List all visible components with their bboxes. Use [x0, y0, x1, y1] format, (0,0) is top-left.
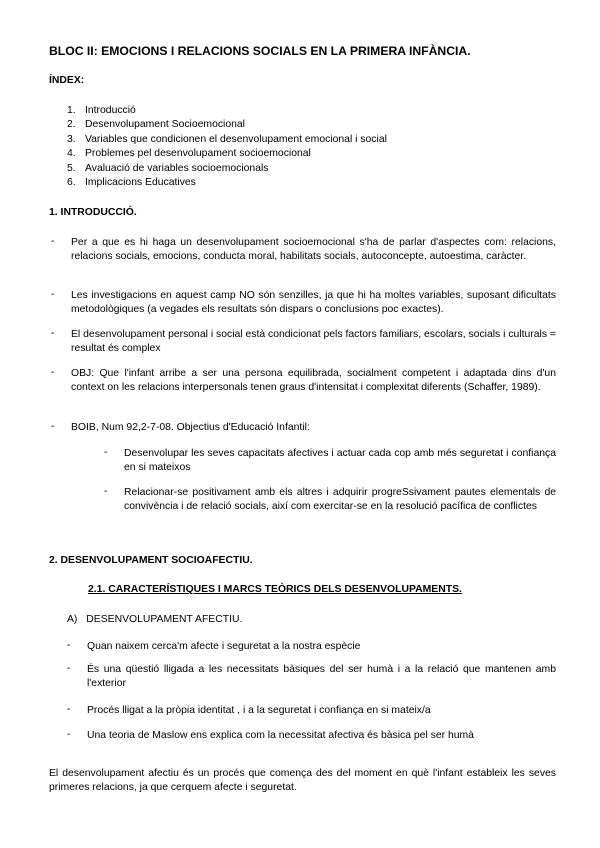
sub-list-item-text: Relacionar-se positivament amb els altres i adquirir progreSsivament pautes elementals de convivència i de relació socials, així com exercitar-se en la resolució pacífica de conflictes [124, 487, 556, 513]
body-paragraph: El desenvolupament afectiu és un procés que comença des del moment en què l'infant estableix les seves primeres relacions, ja que cerquem afecte i seguretat. [49, 768, 556, 794]
subsection-marker-label: DESENVOLUPAMENT AFECTIU. [86, 614, 243, 625]
list-item: - Quan naixem cerca'm afecte i seguretat a la nostra espècie [67, 640, 556, 654]
index-item: 1. Introducció [67, 104, 467, 118]
list-item-text: BOIB, Num 92,2-7-08. Objectius d'Educació Infantil: [71, 422, 310, 433]
sub-list-item: - Desenvolupar les seves capacitats afectives i actuar cada cop amb més seguretat i confiança en si mateixos [104, 447, 556, 476]
index-item-label: Implicacions Educatives [85, 176, 196, 188]
subsection-heading: 2.1. CARACTERÍSTIQUES I MARCS TEÒRICS DELS DESENVOLUPAMENTS. [88, 584, 462, 595]
subsection-marker: A) DESENVOLUPAMENT AFECTIU. [67, 614, 243, 625]
index-item: 3. Variables que condicionen el desenvolupament emocional i social [67, 133, 467, 147]
list-item-text: Quan naixem cerca'm afecte i seguretat a la nostra espècie [87, 641, 361, 652]
index-item: 4. Problemes pel desenvolupament socioemocional [67, 147, 467, 161]
list-item-text: El desenvolupament personal i social està condicionat pels factors familiars, escolars, socials i culturals = resultat és complex [71, 329, 556, 355]
list-item-text: Una teoria de Maslow ens explica com la necessitat afectiva és bàsica pel ser humà [87, 730, 474, 741]
list-item: - Una teoria de Maslow ens explica com la necessitat afectiva és bàsica pel ser humà [67, 729, 556, 743]
list-item: - És una qüestió lligada a les necessitats bàsiques del ser humà i a la relació que mantenen amb l'exterior [67, 663, 556, 692]
list-item: - OBJ: Que l'infant arribe a ser una persona equilibrada, socialment competent i adaptada dins d'un context on les relacions interpersonals tenen graus d'intensitat i complexitat diferents (Schaffer, 1989). [51, 367, 556, 396]
index-list [67, 104, 467, 190]
list-item: - BOIB, Num 92,2-7-08. Objectius d'Educació Infantil: [51, 421, 556, 435]
index-item: 6. Implicacions Educatives [67, 176, 467, 190]
index-item: 5. Avaluació de variables socioemocionals [67, 162, 467, 176]
list-item-text: És una qüestió lligada a les necessitats bàsiques del ser humà i a la relació que mantenen amb l'exterior [87, 664, 556, 690]
list-item: - Procés lligat a la pròpia identitat , i a la seguretat i confiança en si mateix/a [67, 704, 556, 718]
list-item: - Les investigacions en aquest camp NO són senzilles, ja que hi ha moltes variables, suposant dificultats metodològiques (a vegades els resultats són dispars o conclusions poc exactes). [51, 289, 556, 318]
list-item: - Per a que es hi haga un desenvolupament socioemocional s'ha de parlar d'aspectes com: relacions, relacions socials, emocions, conducta moral, habilitats socials, autoconcepte, autoestima, caràcter. [51, 236, 556, 265]
list-item: - El desenvolupament personal i social està condicionat pels factors familiars, escolars, socials i culturals = resultat és complex [51, 328, 556, 357]
sub-list-item: - Relacionar-se positivament amb els altres i adquirir progreSsivament pautes elementals de convivència i de relació socials, així com exercitar-se en la resolució pacífica de conflictes [104, 486, 556, 515]
list-item-text: Per a que es hi haga un desenvolupament socioemocional s'ha de parlar d'aspectes com: relacions, relacions socials, emocions, conducta moral, habilitats socials, autoconcepte, autoestima, caràcter. [71, 237, 556, 263]
list-item-text: OBJ: Que l'infant arribe a ser una persona equilibrada, socialment competent i adaptada dins d'un context on les relacions interpersonals tenen graus d'intensitat i complexitat diferents (Schaffer, 1989). [71, 368, 556, 394]
index-item-label: Desenvolupament Socioemocional [85, 119, 245, 131]
index-item-label: Variables que condicionen el desenvolupament emocional i social [85, 133, 387, 145]
index-item-label: Problemes pel desenvolupament socioemocional [85, 148, 311, 160]
index-heading: ÍNDEX: [49, 75, 85, 86]
index-item: 2. Desenvolupament Socioemocional [67, 118, 467, 132]
index-item-label: Introducció [85, 105, 136, 116]
list-item-text: Les investigacions en aquest camp NO són senzilles, ja que hi ha moltes variables, suposant dificultats metodològiques (a vegades els resultats són dispars o conclusions poc exactes). [71, 290, 556, 316]
section2-heading: 2. DESENVOLUPAMENT SOCIOAFECTIU. [49, 555, 253, 566]
section1-heading: 1. INTRODUCCIÓ. [49, 207, 137, 218]
sub-list-item-text: Desenvolupar les seves capacitats afectives i actuar cada cop amb més seguretat i confiança en si mateixos [124, 448, 556, 474]
document-title: BLOC II: EMOCIONS I RELACIONS SOCIALS EN LA PRIMERA INFÀNCIA. [49, 44, 471, 58]
list-item-text: Procés lligat a la pròpia identitat , i a la seguretat i confiança en si mateix/a [87, 705, 431, 716]
index-item-label: Avaluació de variables socioemocionals [85, 162, 269, 174]
